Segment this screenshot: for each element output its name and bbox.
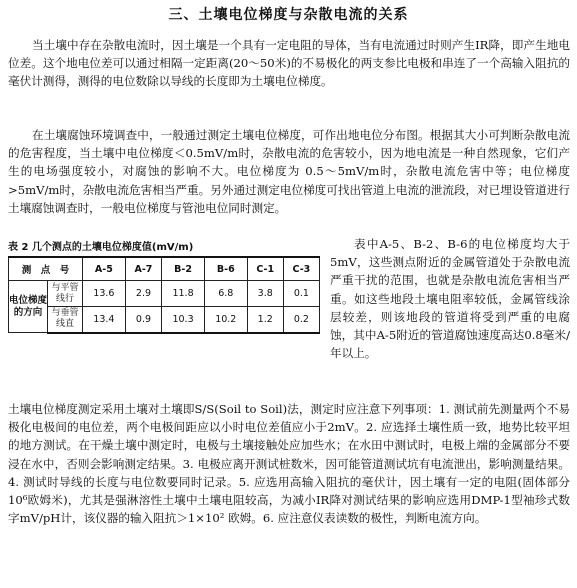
table-row	[9, 281, 320, 307]
paragraph-measurement-notes: 土壤电位梯度测定采用土壤对土壤即S/S(Soil to Soil)法，测定时应注意下列事项：1. 测试前先测量两个不易极化电极间的电位差，两个电极间距应以小时电位差值应小于2mV。2. 应选择土壤性质一致，地势比较平坦的地方测试。在干燥土壤中测定时，电极与土壤接触处应加些水；在水田中测试时，电极上端的金属部分不要浸在水中，否则会影响测定结果。3. 电极应离开测试桩数米，因可能管道测试坑有电流泄出，影响测量结果。4. 测试时导线的长度与电位数要同时记录。5. 应选用高输入阻抗的毫伏计，因土壤有一定的电阻(固体部分10⁶欧姆米)，尤其是强淋溶性土壤中土壤电阻较高，为减小IR降对测试结果的影响应选用DMP-1型袖珍式数字mV/pH计，该仪器的输入阻抗＞1×10² 欧姆。6. 应注意仪表读数的极性，判断电流方向。	[8, 402, 570, 526]
table-cell: 13.4	[83, 307, 126, 333]
column-header: A-5	[83, 257, 126, 281]
table-cell: 10.3	[162, 307, 205, 333]
column-header: B-6	[204, 257, 247, 281]
table-cell: 3.8	[247, 281, 283, 307]
table-cell: 1.2	[247, 307, 283, 333]
table-cell: 6.8	[204, 281, 247, 307]
column-header: B-2	[162, 257, 205, 281]
row-group-label: 电位梯度的方向	[9, 281, 48, 333]
row-label: 与垂管线直	[48, 307, 83, 333]
paragraph-table-analysis: 表中A-5、B-2、B-6的电位梯度均大于5mV，这些测点附近的金属管道处于杂散电流严重干扰的范围，也就是杂散电流危害相当严重。如这些地段土壤电阻率较低，金属管线涂层较差，则该地段的管道将受到严重的电腐蚀，其中A-5附近的管道腐蚀速度高达0.8毫米/年以上。	[330, 237, 570, 361]
table-cell: 2.9	[125, 281, 161, 307]
table-cell: 0.9	[125, 307, 161, 333]
paragraph-potential-gradient-survey: 在土壤腐蚀环境调查中，一般通过测定土壤电位梯度，可作出地电位分布图。根据其大小可判断杂散电流的危害程度，当土壤中电位梯度＜0.5mV/m时，杂散电流的危害较小，因为地电流是一种自然现象，它们产生的电场强度较小，对腐蚀的影响不大。电位梯度为 0.5～5mV/m时，杂散电流危害中等；电位梯度 >5mV/m时，杂散电流危害相当严重。另外通过测定电位梯度可找出管道上电流的泄流段，对已埋设管道进行土壤腐蚀调查时，一般电位梯度与管池电位同时测定。	[8, 128, 570, 215]
potential-gradient-table	[8, 256, 320, 334]
table-header-row	[9, 257, 320, 281]
column-header: A-7	[125, 257, 161, 281]
column-header: C-1	[247, 257, 283, 281]
row-label: 与平管线行	[48, 281, 83, 307]
table-cell: 0.2	[283, 307, 319, 333]
table-cell: 10.2	[204, 307, 247, 333]
table-cell: 11.8	[162, 281, 205, 307]
table-row	[9, 307, 320, 333]
section-heading: 三、土壤电位梯度与杂散电流的关系	[168, 7, 409, 23]
table-corner-header: 测 点 号	[9, 257, 83, 281]
paragraph-stray-current-ir-drop: 当土壤中存在杂散电流时，因土壤是一个具有一定电阻的导体，当有电流通过时则产生IR降，即产生地电位差。这个地电位差可以通过相隔一定距离(20～50米)的不易极化的两支参比电极和串连了一个高输入阻抗的毫伏计测得，测得的电位数除以导线的长度即为土壤电位梯度。	[8, 38, 570, 89]
table-caption: 表 2 几个测点的土壤电位梯度值(mV/m)	[8, 242, 194, 253]
table-cell: 13.6	[83, 281, 126, 307]
column-header: C-3	[283, 257, 319, 281]
table-cell: 0.1	[283, 281, 319, 307]
